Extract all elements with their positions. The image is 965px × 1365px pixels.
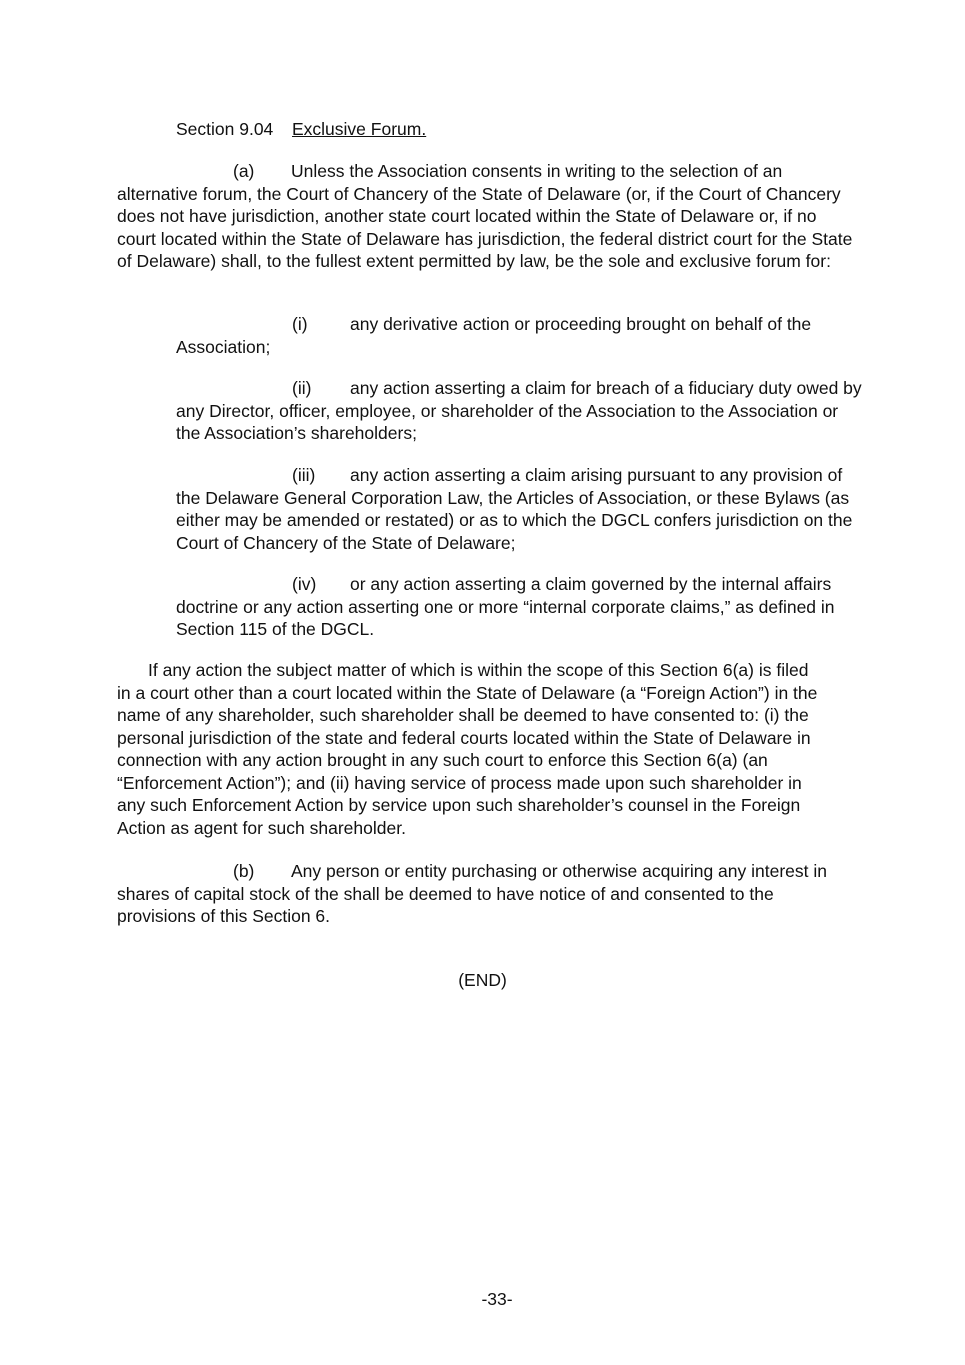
section-heading	[176, 118, 426, 141]
paragraph-a-text: Unless the Association consents in writing to the selection of an alternative forum, the Court of Chancery of the State of Delaware (or, if the Court of Chancery does not have jurisdiction, another state court located within the State of Delaware or, if no court located within the State of Delaware has jurisdiction, the federal district court for the State of Delaware) shall, to the fullest extent permitted by law, be the sole and exclusive forum for:	[117, 161, 853, 271]
list-item-marker: (i)	[292, 314, 308, 334]
section-number: Section 9.04	[176, 119, 274, 139]
paragraph-b-text: Any person or entity purchasing or otherwise acquiring any interest in shares of capital stock of the shall be deemed to have notice of and consented to the provisions of this Section 6.	[117, 861, 827, 926]
foreign-action-paragraph: If any action the subject matter of which is within the scope of this Section 6(a) is filed in a court other than a court located within the State of Delaware (a “Foreign Action”) in the name of any shareholder, such shareholder shall be deemed to have consented to: (i) the personal jurisdiction of the state and federal courts located within the State of Delaware in connection with any action brought in any such court to enforce this Section 6(a) (an “Enforcement Action”); and (ii) having service of process made upon such shareholder in any such Enforcement Action by service upon such shareholder’s counsel in the Foreign Action as agent for such shareholder.	[117, 660, 818, 838]
list-item	[176, 464, 866, 554]
list-item-text: or any action asserting a claim governed by the internal affairs doctrine or any action asserting one or more “internal corporate claims,” as defined in Section 115 of the DGCL.	[176, 574, 835, 639]
list-item	[176, 377, 866, 445]
list-item-text: any action asserting a claim arising pursuant to any provision of the Delaware General Corporation Law, the Articles of Association, or these Bylaws (as either may be amended or restated) or as to which the DGCL confers jurisdiction on the Court of Chancery of the State of Delaware;	[176, 465, 853, 553]
paragraph-b-marker: (b)	[233, 861, 255, 881]
list-item-marker: (iii)	[292, 465, 316, 485]
end-mark: (END)	[458, 970, 507, 990]
page-number: -33-	[481, 1289, 513, 1309]
list-item-text: any derivative action or proceeding brought on behalf of the Association;	[176, 314, 812, 357]
section-title: Exclusive Forum.	[292, 119, 427, 139]
paragraph-a	[117, 160, 857, 273]
list-item-text: any action asserting a claim for breach of a fiduciary duty owed by any Director, officer, employee, or shareholder of the Association to the Association or the Association’s shareholders;	[176, 378, 862, 443]
paragraph-b	[117, 860, 857, 928]
paragraph-a-marker: (a)	[233, 161, 255, 181]
list-item-marker: (iv)	[292, 574, 317, 594]
list-item-marker: (ii)	[292, 378, 312, 398]
list-item	[176, 313, 866, 358]
list-item	[176, 573, 866, 641]
